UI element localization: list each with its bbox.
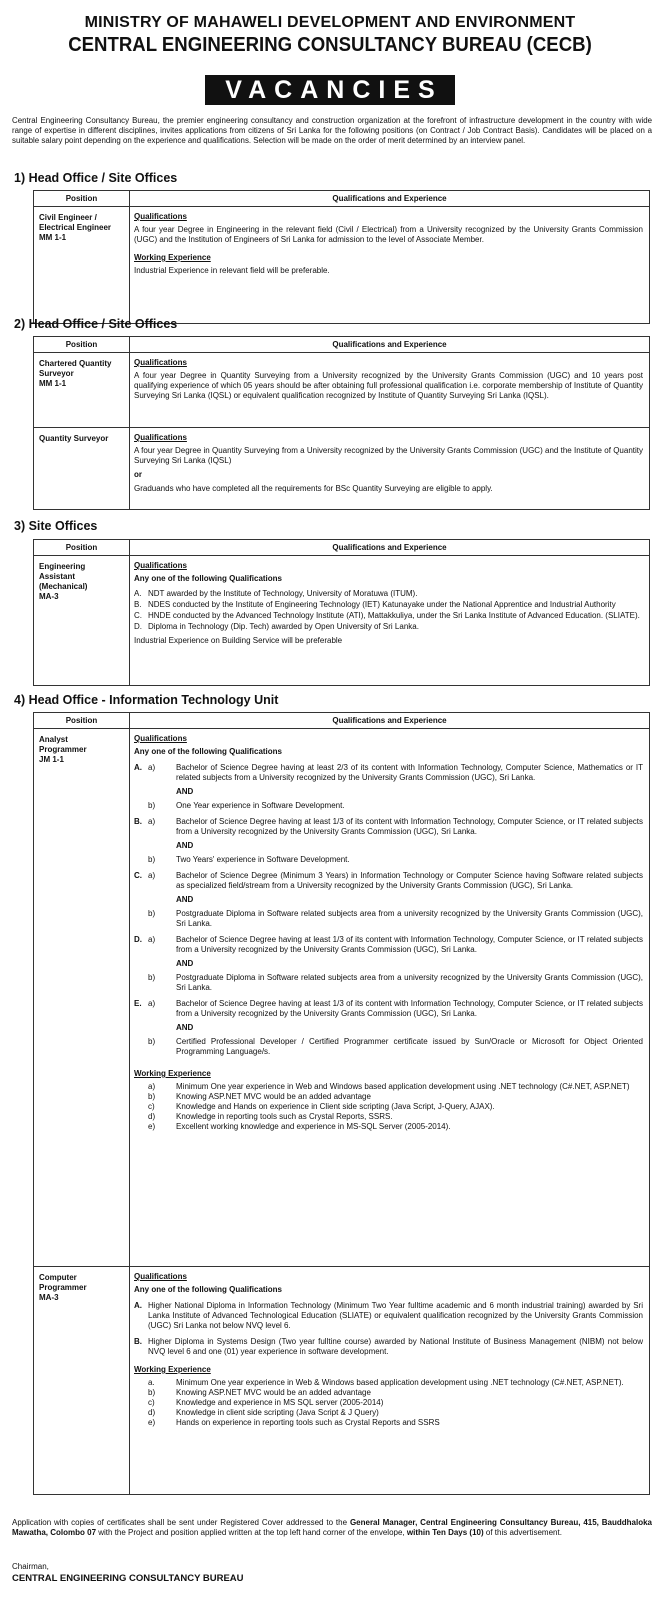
and-label: AND [176, 1023, 194, 1032]
bureau-title: CENTRAL ENGINEERING CONSULTANCY BUREAU (CECB) [68, 34, 592, 56]
list-item: C. HNDE conducted by the Advanced Technology Institute (ATI), Mattakkuliya, under the Sri Lanka Institute of Advanced Education. (SLIATE). [134, 611, 640, 620]
intro-paragraph: Central Engineering Consultancy Bureau, the premier engineering consultancy and construction organization at the forefront of infrastructure development in the country with wide range of expertise in different disciplines, invites applications from citizens of Sri Lanka for the following positions (on Contract / Job Contract Basis). Candidates will be placed on a suitable salary point depending on the experience and qualifications. Selection will be made on the order of merit determined by an interview panel. [12, 116, 652, 146]
section-3-table: Position Qualifications and Experience Engineering Assistant (Mechanical) MA-3 Qualifications Any one of the following Qualifications A. NDT awarded by the Institute of Technology, University of Moratuwa (ITUM). B. NDES conducted by the Institute of Engineering Technology (IET) Katunayake under the National Apprentice and Industrial Authority C. HNDE conducted by the Advanced Technology Institute (ATI), Mattakkuliya, under the Sri Lanka Institute of Advanced Education. (SLIATE). D. Diploma in Technology (Dip. Tech) awarded by Open University of Sri Lanka. Industrial Experience on Building Service will be preferable [33, 539, 650, 686]
experience-item: c) Knowledge and experience in MS SQL server (2005-2014) [148, 1398, 384, 1407]
and-label: AND [176, 895, 194, 904]
experience-item: a) Minimum One year experience in Web and Windows based application development using .NET technology (C#.NET, ASP.NET) [148, 1082, 630, 1091]
section-2-table: Position Qualifications and Experience Chartered Quantity Surveyor MM 1-1 Qualifications A four year Degree in Quantity Surveying from a University recognized by the University Grants Commission (UGC) and 10 years post qualifying experience of which 05 years should be after obtaining full professional qualification i.e. corporate membership of Institute of Quantity Surveying Sri Lanka (IQSL) or equivalent qualification recognized by Institute of Quantity Surveying Sri Lanka (IQSL). Quantity Surveyor Qualifications A four year Degree in Quantity Surveying from a University recognized by the University Grants Commission (UGC) and the Institute of Quantity Surveying Sri Lanka (IQSL) or Graduands who have completed all the requirements for BSc Quantity Surveying are eligible to apply. [33, 336, 650, 510]
experience-item: b) Knowing ASP.NET MVC would be an added advantage [148, 1092, 371, 1101]
list-item: D. Diploma in Technology (Dip. Tech) awarded by Open University of Sri Lanka. [134, 622, 419, 631]
experience-item: d) Knowledge in reporting tools such as Crystal Reports, SSRS. [148, 1112, 393, 1121]
section-4-table: Position Qualifications and Experience Analyst Programmer JM 1-1 Qualifications Any one of the following Qualifications A. a) Bachelor of Science Degree having at least 2/3 of its content with Information Technology, Computer Science, Mathematics or IT related subjects from a University recognized by the University Grants Commission (UGC), Sri Lanka. AND b) One Year experience in Software Development. B. a) Bachelor of Science Degree having at least 1/3 of its content with Information Technology, Computer Science, or IT related subjects from a University recognized by the University Grants Commission (UGC), Sri Lanka. AND b) Two Years' experience in Software Development. C. a) Bachelor of Science Degree (Minimum 3 Years) in Information Technology or Computer Science having Software related subjects as specialized field/stream from a University recognized by the University Grants Commission (UGC), Sri Lanka. AND b) Postgraduate Diploma in Software related subjects area from a university recognized by the University Grants Commission (UGC), Sri Lanka. D. a) Bachelor of Science Degree having at least 1/3 of its content with Information Technology, Computer Science, or IT related subjects from a University recognized by the University Grants Commission (UGC), Sri Lanka. AND b) Postgraduate Diploma in Software related subjects area from a university recognized by the University Grants Commission (UGC), Sri Lanka. E. a) Bachelor of Science Degree having at least 1/3 of its content with Information Technology, Computer Science, or IT related subjects from a University recognized by the University Grants Commission (UGC), Sri Lanka. AND b) Certified Professional Developer / Certified Programmer certificate issued by Sun/Oracle or Microsoft for Object Oriented Programming Language/s. Working Experience a) Minimum One year experience in Web and Windows based application development using .NET technology (C#.NET, ASP.NET) b) Knowing ASP.NET MVC would be an added advantage c) Knowledge and Hands on experience in Client side scripting (Java Script, J-Query, AJAX). d) Knowledge in reporting tools such as Crystal Reports, SSRS. e) Excellent working knowledge and experience in MS-SQL Server (2005-2014). Computer Programmer MA-3 Qualifications Any one of the following Qualifications A. Higher National Diploma in Information Technology (Minimum Two Year fulltime academic and 6 month industrial training) awarded by Sri Lanka Institute of Advanced Technological Education (SLIATE) or equivalent qualification recognized by the University Grants Commission (UGC) Sri Lanka not below NVQ level 6. B. Higher Diploma in Systems Design (Two year fulltine course) awarded by National Institute of Business Management (NIBM) not below NVQ level 6 and one (01) year experience in software development. Working Experience a. Minimum One year experience in Web & Windows based application development using .NET technology (C#.NET, ASP.NET). b) Knowing ASP.NET MVC would be an added advantage c) Knowledge and experience in MS SQL server (2005-2014) d) Knowledge in client side scripting (Java Script & J Query) e) Hands on experience in reporting tools such as Crystal Reports and SSRS [33, 712, 650, 1495]
qualification-alt: b) Certified Professional Developer / Certified Programmer certificate issued by Sun/Oracle or Microsoft for Object Oriented Programming Language/s. [148, 1037, 643, 1056]
section-1-title: 1) Head Office / Site Offices [14, 171, 178, 185]
col-position: Position [34, 191, 130, 207]
qualifications-cell: Qualifications A four year Degree in Quantity Surveying from a University recognized by the University Grants Commission (UGC) and the Institute of Quantity Surveying Sri Lanka (IQSL) or Graduands who have completed all the requirements for BSc Quantity Surveying are eligible to apply. [130, 428, 650, 510]
position-computer-programmer: Computer Programmer MA-3 [34, 1267, 130, 1495]
qualification-alt: b) One Year experience in Software Development. [148, 801, 345, 810]
list-item: A. Higher National Diploma in Information Technology (Minimum Two Year fulltime academic and 6 month industrial training) awarded by Sri Lanka Institute of Advanced Technological Education (SLIATE) or equivalent qualification recognized by the University Grants Commission (UGC) Sri Lanka not below NVQ level 6. [134, 1301, 643, 1330]
qualification-group: C. a) Bachelor of Science Degree (Minimum 3 Years) in Information Technology or Computer Science having Software related subjects as specialized field/stream from a University recognized by the University Grants Commission (UGC), Sri Lanka. [134, 871, 643, 890]
experience-item: e) Hands on experience in reporting tools such as Crystal Reports and SSRS [148, 1418, 440, 1427]
position-chartered-qs: Chartered Quantity Surveyor MM 1-1 [34, 353, 130, 428]
section-4-title: 4) Head Office - Information Technology Unit [14, 693, 279, 707]
chairman-label: Chairman, [12, 1562, 49, 1571]
list-item: B. NDES conducted by the Institute of Engineering Technology (IET) Katunayake under the National Apprentice and Industrial Authority [134, 600, 616, 609]
qualification-alt: b) Postgraduate Diploma in Software related subjects area from a university recognized by the University Grants Commission (UGC), Sri Lanka. [148, 909, 643, 928]
position-engineering-assistant: Engineering Assistant (Mechanical) MA-3 [34, 556, 130, 686]
experience-item: d) Knowledge in client side scripting (Java Script & J Query) [148, 1408, 379, 1417]
list-item: A. NDT awarded by the Institute of Technology, University of Moratuwa (ITUM). [134, 589, 418, 598]
qualifications-cell: Qualifications A four year Degree in Quantity Surveying from a University recognized by the University Grants Commission (UGC) and 10 years post qualifying experience of which 05 years should be after obtaining full professional qualification i.e. corporate membership of Institute of Quantity Surveying Sri Lanka (IQSL) or equivalent qualification recognized by Institute of Quantity Surveying Sri Lanka (IQSL). [130, 353, 650, 428]
qualification-group: A. a) Bachelor of Science Degree having at least 2/3 of its content with Information Technology, Computer Science, Mathematics or IT related subjects from a University recognized by the University Grants Commission (UGC), Sri Lanka. [134, 763, 643, 782]
position-civil-engineer: Civil Engineer / Electrical Engineer MM 1-1 [34, 207, 130, 324]
experience-item: e) Excellent working knowledge and experience in MS-SQL Server (2005-2014). [148, 1122, 451, 1131]
qualifications-cell: Qualifications Any one of the following Qualifications A. Higher National Diploma in Information Technology (Minimum Two Year fulltime academic and 6 month industrial training) awarded by Sri Lanka Institute of Advanced Technological Education (SLIATE) or equivalent qualification recognized by the University Grants Commission (UGC) Sri Lanka not below NVQ level 6. B. Higher Diploma in Systems Design (Two year fulltine course) awarded by National Institute of Business Management (NIBM) not below NVQ level 6 and one (01) year experience in software development. Working Experience a. Minimum One year experience in Web & Windows based application development using .NET technology (C#.NET, ASP.NET). b) Knowing ASP.NET MVC would be an added advantage c) Knowledge and experience in MS SQL server (2005-2014) d) Knowledge in client side scripting (Java Script & J Query) e) Hands on experience in reporting tools such as Crystal Reports and SSRS [130, 1267, 650, 1495]
qualifications-cell: Qualifications Any one of the following Qualifications A. NDT awarded by the Institute of Technology, University of Moratuwa (ITUM). B. NDES conducted by the Institute of Engineering Technology (IET) Katunayake under the National Apprentice and Industrial Authority C. HNDE conducted by the Advanced Technology Institute (ATI), Mattakkuliya, under the Sri Lanka Institute of Advanced Education. (SLIATE). D. Diploma in Technology (Dip. Tech) awarded by Open University of Sri Lanka. Industrial Experience on Building Service will be preferable [130, 556, 650, 686]
qualification-group: E. a) Bachelor of Science Degree having at least 1/3 of its content with Information Technology, Computer Science, or IT related subjects from a University recognized by the University Grants Commission (UGC), Sri Lanka. [134, 999, 643, 1018]
ministry-title: MINISTRY OF MAHAWELI DEVELOPMENT AND ENVIRONMENT [84, 14, 576, 31]
experience-item: a. Minimum One year experience in Web & Windows based application development using .NET technology (C#.NET, ASP.NET). [148, 1378, 624, 1387]
qualifications-cell: Qualifications A four year Degree in Engineering in the relevant field (Civil / Electrical) from a University recognized by the University Grants Commission (UGC) and the Institution of Engineers of Sri Lanka for admission to the level of Associate Member. Working Experience Industrial Experience in relevant field will be preferable. [130, 207, 650, 324]
qualifications-cell: Qualifications Any one of the following Qualifications A. a) Bachelor of Science Degree having at least 2/3 of its content with Information Technology, Computer Science, Mathematics or IT related subjects from a University recognized by the University Grants Commission (UGC), Sri Lanka. AND b) One Year experience in Software Development. B. a) Bachelor of Science Degree having at least 1/3 of its content with Information Technology, Computer Science, or IT related subjects from a University recognized by the University Grants Commission (UGC), Sri Lanka. AND b) Two Years' experience in Software Development. C. a) Bachelor of Science Degree (Minimum 3 Years) in Information Technology or Computer Science having Software related subjects as specialized field/stream from a University recognized by the University Grants Commission (UGC), Sri Lanka. AND b) Postgraduate Diploma in Software related subjects area from a university recognized by the University Grants Commission (UGC), Sri Lanka. D. a) Bachelor of Science Degree having at least 1/3 of its content with Information Technology, Computer Science, or IT related subjects from a University recognized by the University Grants Commission (UGC), Sri Lanka. AND b) Postgraduate Diploma in Software related subjects area from a university recognized by the University Grants Commission (UGC), Sri Lanka. E. a) Bachelor of Science Degree having at least 1/3 of its content with Information Technology, Computer Science, or IT related subjects from a University recognized by the University Grants Commission (UGC), Sri Lanka. AND b) Certified Professional Developer / Certified Programmer certificate issued by Sun/Oracle or Microsoft for Object Oriented Programming Language/s. Working Experience a) Minimum One year experience in Web and Windows based application development using .NET technology (C#.NET, ASP.NET) b) Knowing ASP.NET MVC would be an added advantage c) Knowledge and Hands on experience in Client side scripting (Java Script, J-Query, AJAX). d) Knowledge in reporting tools such as Crystal Reports, SSRS. e) Excellent working knowledge and experience in MS-SQL Server (2005-2014). [130, 729, 650, 1267]
experience-item: c) Knowledge and Hands on experience in Client side scripting (Java Script, J-Query, AJAX). [148, 1102, 495, 1111]
qualification-group: B. a) Bachelor of Science Degree having at least 1/3 of its content with Information Technology, Computer Science, or IT related subjects from a University recognized by the University Grants Commission (UGC), Sri Lanka. [134, 817, 643, 836]
position-quantity-surveyor: Quantity Surveyor [34, 428, 130, 510]
qualification-alt: b) Two Years' experience in Software Development. [148, 855, 350, 864]
experience-item: b) Knowing ASP.NET MVC would be an added advantage [148, 1388, 371, 1397]
section-1-table [33, 190, 650, 324]
qualification-group: D. a) Bachelor of Science Degree having at least 1/3 of its content with Information Technology, Computer Science, or IT related subjects from a University recognized by the University Grants Commission (UGC), Sri Lanka. [134, 935, 643, 954]
application-instructions: Application with copies of certificates shall be sent under Registered Cover addressed to the General Manager, Central Engineering Consultancy Bureau, 415, Bauddhaloka Mawatha, Colombo 07 with the Project and position applied written at the top left hand corner of the envelope, within Ten Days (10) of this advertisement. [12, 1518, 653, 1538]
qualification-alt: b) Postgraduate Diploma in Software related subjects area from a university recognized by the University Grants Commission (UGC), Sri Lanka. [148, 973, 643, 992]
col-qualifications: Qualifications and Experience [130, 191, 650, 207]
and-label: AND [176, 959, 194, 968]
position-analyst-programmer: Analyst Programmer JM 1-1 [34, 729, 130, 1267]
list-item: B. Higher Diploma in Systems Design (Two year fulltine course) awarded by National Institute of Business Management (NIBM) not below NVQ level 6 and one (01) year experience in software development. [134, 1337, 643, 1356]
section-3-title: 3) Site Offices [14, 519, 98, 533]
and-label: AND [176, 841, 194, 850]
and-label: AND [176, 787, 194, 796]
section-2-title: 2) Head Office / Site Offices [14, 317, 178, 331]
vacancies-banner: VACANCIES [205, 75, 454, 105]
signature-org: CENTRAL ENGINEERING CONSULTANCY BUREAU [12, 1573, 244, 1584]
